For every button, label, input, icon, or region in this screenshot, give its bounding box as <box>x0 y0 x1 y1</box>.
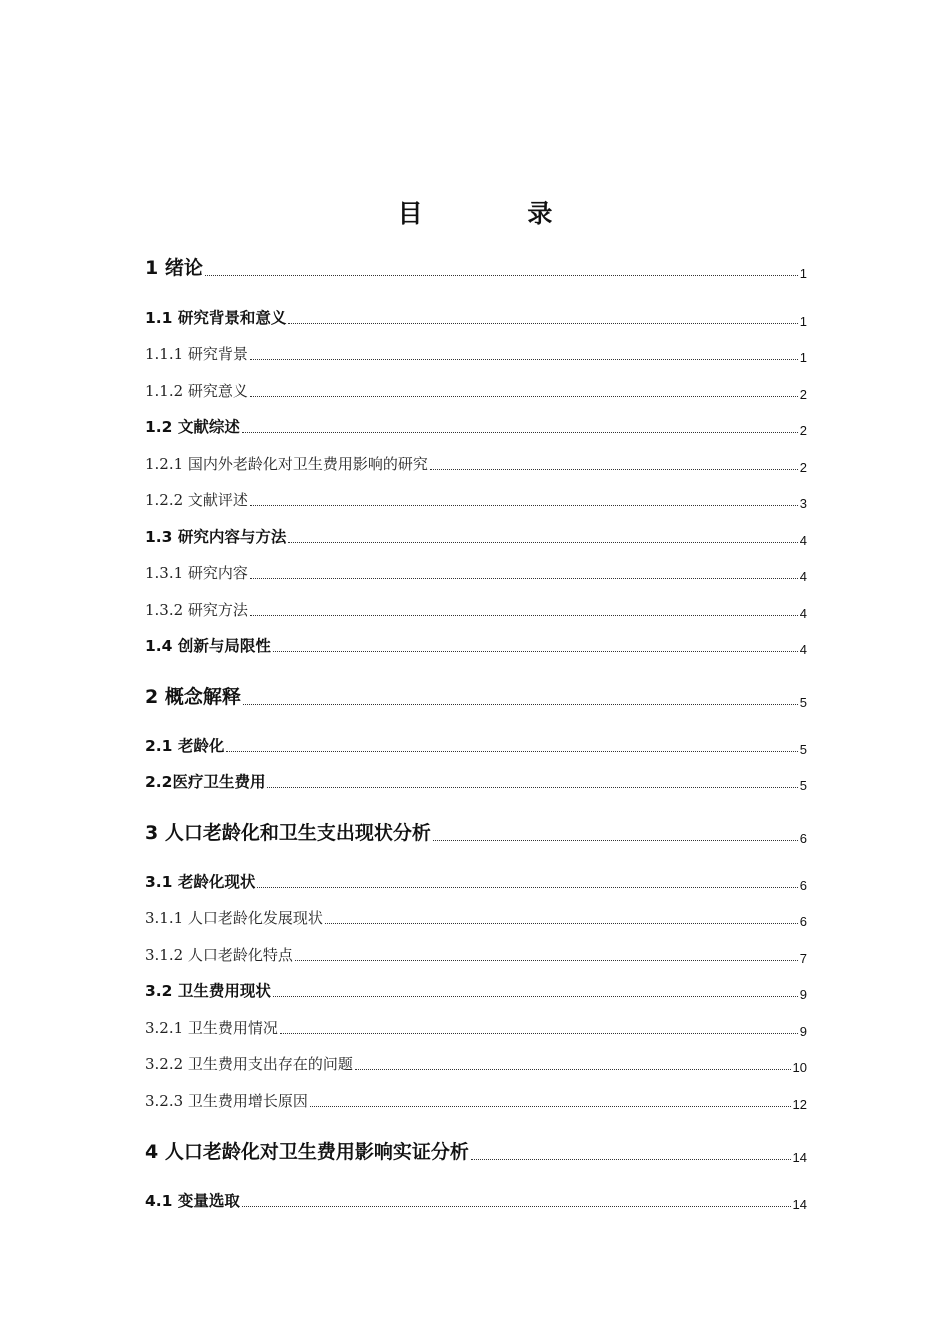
toc-entry[interactable] <box>145 871 807 893</box>
toc-entry-label: 1.1 研究背景和意义 <box>145 309 287 327</box>
toc-entry-page: 5 <box>799 695 807 710</box>
toc-entry-label: 2.1 老龄化 <box>145 737 225 755</box>
toc-entry-page: 12 <box>792 1097 807 1112</box>
toc-entry-page: 4 <box>799 569 807 584</box>
toc-entry-label: 1.1.1 研究背景 <box>145 345 248 363</box>
toc-entry-page: 5 <box>799 742 807 757</box>
toc-entry-label: 1.3.1 研究内容 <box>145 564 248 582</box>
dot-leader <box>250 359 798 360</box>
toc-entry-page: 14 <box>792 1150 807 1165</box>
dot-leader <box>433 840 798 841</box>
toc-entry-label: 2.2医疗卫生费用 <box>145 773 266 791</box>
dot-leader <box>295 960 798 961</box>
toc-entry-label: 3.2.3 卫生费用增长原因 <box>145 1092 308 1110</box>
dot-leader <box>250 578 798 579</box>
toc-entry[interactable] <box>145 820 807 846</box>
toc-entry-page: 4 <box>799 606 807 621</box>
toc-entry-page: 1 <box>799 266 807 281</box>
toc-entry[interactable] <box>145 599 807 621</box>
toc-entry[interactable] <box>145 1190 807 1212</box>
toc-entry[interactable] <box>145 684 807 710</box>
toc-entry[interactable] <box>145 380 807 402</box>
dot-leader <box>243 704 798 705</box>
toc-entry-label: 3.1.2 人口老龄化特点 <box>145 946 293 964</box>
toc-entry-page: 6 <box>799 914 807 929</box>
toc-entry-label: 1.2.2 文献评述 <box>145 491 248 509</box>
toc-entry-label: 1.2.1 国内外老龄化对卫生费用影响的研究 <box>145 455 428 473</box>
dot-leader <box>250 505 798 506</box>
toc-entry-page: 5 <box>799 778 807 793</box>
toc-entry[interactable] <box>145 635 807 657</box>
toc-entry[interactable] <box>145 526 807 548</box>
dot-leader <box>430 469 798 470</box>
toc-entry[interactable] <box>145 562 807 584</box>
toc-entry[interactable] <box>145 907 807 929</box>
toc-title: 目 录 <box>397 199 601 228</box>
toc-entry[interactable] <box>145 1139 807 1165</box>
toc-entry[interactable] <box>145 255 807 281</box>
dot-leader <box>242 1206 791 1207</box>
dot-leader <box>310 1106 791 1107</box>
toc-entry-page: 3 <box>799 496 807 511</box>
toc-entry[interactable] <box>145 980 807 1002</box>
toc-entry-page: 7 <box>799 951 807 966</box>
toc-entry-label: 1.4 创新与局限性 <box>145 637 271 655</box>
toc-entry-label: 1 绪论 <box>145 257 203 279</box>
dot-leader <box>273 996 798 997</box>
toc-entry-page: 6 <box>799 831 807 846</box>
toc-entry-label: 3.2.1 卫生费用情况 <box>145 1019 278 1037</box>
dot-leader <box>250 396 798 397</box>
toc-entry[interactable] <box>145 307 807 329</box>
toc-entry[interactable] <box>145 771 807 793</box>
dot-leader <box>355 1069 791 1070</box>
toc-entry-label: 4.1 变量选取 <box>145 1192 240 1210</box>
dot-leader <box>288 542 797 543</box>
toc-entry-label: 3.1.1 人口老龄化发展现状 <box>145 909 323 927</box>
toc-entry[interactable] <box>145 1017 807 1039</box>
dot-leader <box>250 615 798 616</box>
toc-entry[interactable] <box>145 489 807 511</box>
toc-entry[interactable] <box>145 1053 807 1075</box>
toc-entry-page: 9 <box>799 987 807 1002</box>
toc-entry-page: 2 <box>799 387 807 402</box>
dot-leader <box>267 787 797 788</box>
toc-entry-page: 2 <box>799 423 807 438</box>
toc-entry-label: 4 人口老龄化对卫生费用影响实证分析 <box>145 1141 469 1163</box>
toc-entry[interactable] <box>145 416 807 438</box>
dot-leader <box>273 651 798 652</box>
toc-entry-label: 1.2 文献综述 <box>145 418 240 436</box>
toc-entry-page: 14 <box>792 1197 807 1212</box>
toc-entry-label: 3 人口老龄化和卫生支出现状分析 <box>145 822 431 844</box>
toc-entry-page: 6 <box>799 878 807 893</box>
dot-leader <box>288 323 797 324</box>
toc-entry-label: 2 概念解释 <box>145 686 241 708</box>
toc-entry-page: 9 <box>799 1024 807 1039</box>
toc-entry[interactable] <box>145 944 807 966</box>
toc-entry-label: 1.1.2 研究意义 <box>145 382 248 400</box>
toc-entry[interactable] <box>145 1090 807 1112</box>
dot-leader <box>471 1159 791 1160</box>
dot-leader <box>205 275 798 276</box>
toc-entry-page: 1 <box>799 350 807 365</box>
toc-entry-page: 4 <box>799 642 807 657</box>
toc-entry-label: 1.3 研究内容与方法 <box>145 528 287 546</box>
toc-entry[interactable] <box>145 735 807 757</box>
toc-entry-label: 3.1 老龄化现状 <box>145 873 256 891</box>
dot-leader <box>280 1033 798 1034</box>
toc-entry-label: 1.3.2 研究方法 <box>145 601 248 619</box>
dot-leader <box>325 923 798 924</box>
toc-entry-label: 3.2.2 卫生费用支出存在的问题 <box>145 1055 353 1073</box>
dot-leader <box>242 432 798 433</box>
toc-entry-page: 1 <box>799 314 807 329</box>
dot-leader <box>257 887 797 888</box>
toc-entry[interactable] <box>145 453 807 475</box>
toc-entry-page: 10 <box>792 1060 807 1075</box>
dot-leader <box>226 751 797 752</box>
toc-entry-page: 4 <box>799 533 807 548</box>
toc-entry-page: 2 <box>799 460 807 475</box>
toc-entry-label: 3.2 卫生费用现状 <box>145 982 271 1000</box>
toc-entry[interactable] <box>145 343 807 365</box>
